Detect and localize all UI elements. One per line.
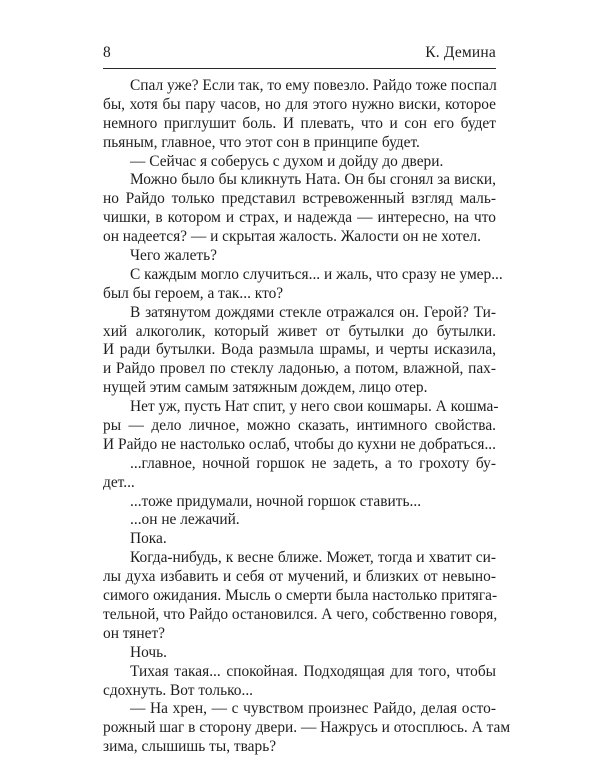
text-line: немного приглушит боль. И плевать, что и сон его будет	[103, 114, 496, 132]
text-line: ...он не лежачий.	[130, 511, 240, 529]
text-line: нущей этим самым затяжным дождем, лицо отер.	[103, 379, 428, 397]
text-line: Тихая такая... спокойная. Подходящая для того, чтобы	[130, 662, 496, 680]
text-line: Нет уж, пусть Нат спит, у него свои кошмары. А кошма-	[130, 398, 499, 416]
text-line: но Райдо только представил встревоженный взгляд маль-	[103, 190, 496, 208]
text-line: был бы героем, а так... кто?	[103, 284, 284, 302]
text-line: симого ожидания. Мысль о смерти была настолько притяга-	[103, 587, 498, 605]
text-line: пьяным, главное, что этот сон в принципе будет.	[103, 133, 420, 151]
text-line: Можно было бы кликнуть Ната. Он бы сгонял за виски,	[130, 171, 496, 189]
text-line: Пока.	[130, 530, 167, 548]
running-title: К. Демина	[425, 44, 496, 61]
text-line: сдохнуть. Вот только...	[103, 681, 254, 699]
text-line: — На хрен, — с чувством произнес Райдо, делая осто-	[130, 700, 496, 718]
text-line: зима, слышишь ты, тварь?	[103, 738, 277, 756]
text-line: дет...	[103, 473, 135, 491]
page-header	[103, 44, 496, 66]
text-line: Чего жалеть?	[130, 247, 217, 265]
header-rule	[103, 68, 496, 69]
text-line: он тянет?	[103, 624, 166, 642]
body-text	[103, 77, 511, 757]
text-line: чишки, в котором и страх, и надежда — интересно, на что	[103, 209, 496, 227]
text-line: И ради бутылки. Вода размыла шрамы, и черты исказила,	[103, 341, 496, 359]
text-line: тельной, что Райдо остановился. А чего, собственно говоря,	[103, 605, 498, 623]
text-line: бы, хотя бы пару часов, но для этого нужно виски, которое	[103, 95, 496, 113]
text-line: И Райдо не настолько ослаб, чтобы до кухни не добраться...	[103, 435, 496, 453]
text-line: и Райдо провел по стеклу ладонью, а потом, влажной, пах-	[103, 360, 496, 378]
text-line: ...главное, ночной горшок не задеть, а то грохоту бу-	[130, 454, 496, 472]
text-line: лы духа избавить и себя от мучений, и близких от невыно-	[103, 568, 496, 586]
text-line: ры — дело личное, можно сказать, интимного свойства.	[103, 417, 496, 435]
text-line: он надеется? — и скрытая жалость. Жалости он не хотел.	[103, 228, 481, 246]
text-line: Спал уже? Если так, то ему повезло. Райдо тоже поспал	[130, 77, 497, 94]
text-line: С каждым могло случиться... и жаль, что сразу не умер...	[130, 265, 503, 283]
text-line: Ночь.	[130, 643, 168, 661]
text-line: хий алкоголик, который живет от бутылки до бутылки.	[103, 322, 496, 340]
text-line: ...тоже придумали, ночной горшок ставить...	[130, 492, 422, 510]
text-line: рожный шаг в сторону двери. — Нажрусь и отосплюсь. А там	[103, 719, 511, 737]
page-number: 8	[103, 44, 111, 61]
text-line: В затянутом дождями стекле отражался он. Герой? Ти-	[130, 303, 496, 321]
text-line: Когда-нибудь, к весне ближе. Может, тогда и хватит си-	[130, 549, 496, 567]
text-line: — Сейчас я соберусь с духом и дойду до двери.	[130, 152, 444, 170]
